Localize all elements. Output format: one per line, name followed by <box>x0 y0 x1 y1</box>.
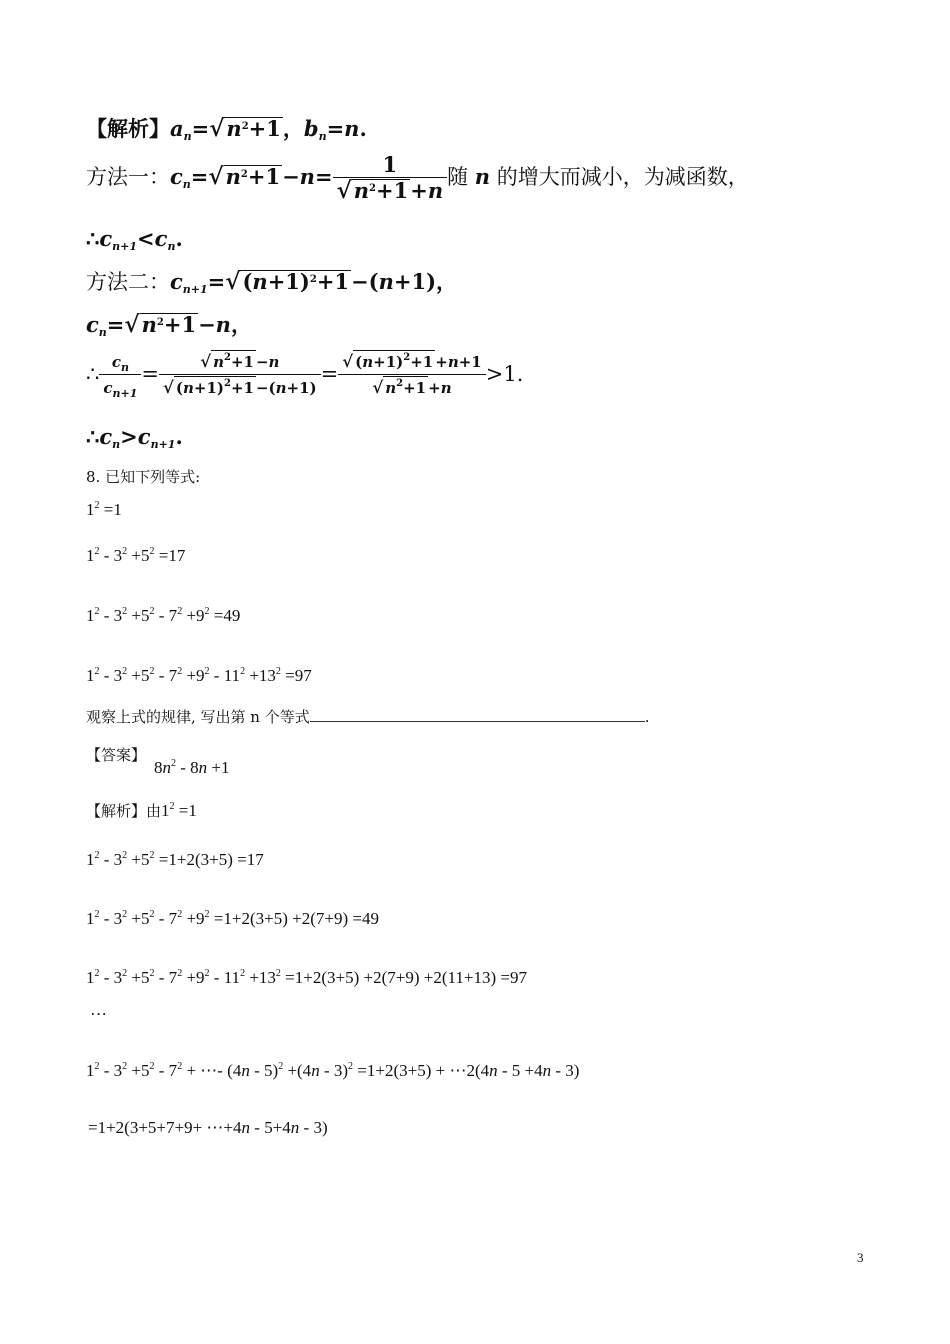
analysis-label: 【解析】 <box>86 116 170 141</box>
method2-label: 方法二： <box>86 270 170 294</box>
method-two-cn: $c_n=√n^2+1-n$， <box>86 311 252 339</box>
ratio-right: $\frac{√ (n+1)^2+1 +n+1}{√ n^2+1 +n}$ <box>338 350 485 401</box>
problem-heading: 8. 已知下列等式: <box>86 468 201 486</box>
conclusion-2: $\therefore c_n>c_{n+1}$. <box>86 424 183 451</box>
question-prompt: 观察上式的规律, 写出第 n 个等式 . <box>86 708 650 726</box>
given-equation-1: $1^2 =1$ <box>86 500 122 519</box>
answer-value: $8n^2 - 8n +1$ <box>154 758 230 777</box>
ratio-mid: $\frac{√ n^2+1 -n}{√ (n+1)^2+1 -(n+1)}$ <box>159 350 321 401</box>
answer-label: 【答案】 <box>86 746 147 764</box>
given-equation-4: $1^2 - 3^2 +5^2 - 7^2 +9^2 - 11^2 +13^2 =97$ <box>86 666 312 685</box>
analysis-ellipsis: … <box>90 1000 107 1019</box>
page-number: 3 <box>857 1250 864 1265</box>
answer-blank <box>310 707 645 722</box>
analysis-line-4: $1^2 - 3^2 +5^2 - 7^2 +9^2 - 11^2 +13^2 =1+2(3+5) +2(7+9) +2(11+13) =97$ <box>86 968 527 987</box>
method-two-line: 方法二：$c_{n+1}=√(n+1)^2+1-(n+1)$， <box>86 268 458 296</box>
ratio-lhs: $\frac{c_n}{c_{n+1}}$ <box>99 350 141 401</box>
ratio-line: ∴ $\frac{c_n}{c_{n+1}}$ = $\frac{√ n^2+1 -n}{√ (n+1)^2+1 -(n+1)}$ = $\frac{√ (n+1)^2+1 +n+1}{√ n^2+1 +n}$ >1. <box>86 352 524 400</box>
analysis-line-1: 【解析】$a_n=√n^2+1$，$b_n=n$. <box>86 115 367 143</box>
analysis-line-3: $1^2 - 3^2 +5^2 - 7^2 +9^2 =1+2(3+5) +2(7+9) =49$ <box>86 909 379 928</box>
analysis-intro: 【解析】由$1^2 =1$ <box>86 801 197 820</box>
method-one-line: 方法一：$c_n=√n^2+1-n=$ $\frac{1}{√n^2+1+n}$ 随 n 的增大而减小，为减函数， <box>86 152 749 204</box>
conclusion-1: $\therefore c_{n+1}<c_n$. <box>86 226 183 253</box>
given-equation-3: $1^2 - 3^2 +5^2 - 7^2 +9^2 =49$ <box>86 606 241 625</box>
analysis-line-6: =1+2(3+5+7+9+ ⋯+4n - 5+4n - 3) <box>88 1118 328 1137</box>
given-equation-2: $1^2 - 3^2 +5^2 =17$ <box>86 546 186 565</box>
method1-fraction: $\frac{1}{√n^2+1+n}$ <box>333 153 448 204</box>
analysis-line-2: $1^2 - 3^2 +5^2 =1+2(3+5) =17$ <box>86 850 264 869</box>
analysis-line-5: $1^2 - 3^2 +5^2 - 7^2$ + ⋯- (4n - 5)$^2$ +(4n - 3)$^2$ =1+2(3+5) + ⋯2(4n - 5 +4n - 3) <box>86 1061 580 1080</box>
method1-label: 方法一： <box>86 165 170 189</box>
analysis-label-2: 【解析】由 <box>86 802 162 820</box>
